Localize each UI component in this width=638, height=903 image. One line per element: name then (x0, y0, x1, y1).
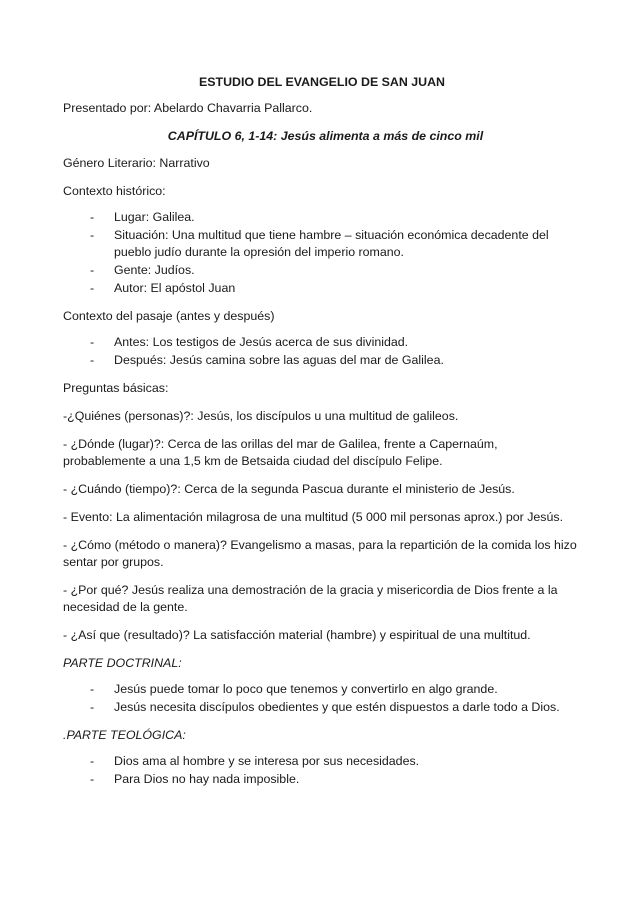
presenter-line: Presentado por: Abelardo Chavarria Pallarco. (63, 101, 313, 115)
dash-bullet: - (90, 700, 95, 714)
question-why: - ¿Por qué? Jesús realiza una demostración de la gracia y misericordia de Dios frente a la necesidad de la gente. (63, 583, 558, 614)
genre-line: Género Literario: Narrativo (63, 156, 210, 170)
list-item (90, 280, 578, 297)
passage-context-heading: Contexto del pasaje (antes y después) (63, 309, 275, 323)
basic-questions-heading: Preguntas básicas: (63, 381, 169, 395)
list-item (90, 681, 578, 698)
list-item (90, 334, 578, 351)
question-where: - ¿Dónde (lugar)?: Cerca de las orillas del mar de Galilea, frente a Capernaúm, probablemente a una 1,5 km de Betsaida ciudad del discípulo Felipe. (63, 437, 498, 468)
question-event: - Evento: La alimentación milagrosa de una multitud (5 000 mil personas aprox.) por Jesús. (63, 510, 564, 524)
list-item (90, 352, 578, 369)
list-item-text: Dios ama al hombre y se interesa por sus necesidades. (114, 754, 420, 768)
question-how: - ¿Cómo (método o manera)? Evangelismo a masas, para la repartición de la comida los hizo sentar por grupos. (63, 538, 577, 569)
dash-bullet: - (90, 754, 95, 768)
dash-bullet: - (90, 772, 95, 786)
document-title: ESTUDIO DEL EVANGELIO DE SAN JUAN (198, 75, 445, 89)
list-item-text: Gente: Judíos. (114, 263, 195, 277)
list-item (90, 699, 578, 716)
historical-context-heading: Contexto histórico: (63, 184, 166, 198)
list-item-text: Situación: Una multitud que tiene hambre – situación económica decadente del pueblo judío durante la opresión del imperio romano. (114, 228, 549, 259)
dash-bullet: - (90, 682, 95, 696)
list-item-text: Lugar: Galilea. (114, 210, 195, 224)
question-when: - ¿Cuándo (tiempo)?: Cerca de la segunda Pascua durante el ministerio de Jesús. (63, 482, 515, 496)
dash-bullet: - (90, 210, 95, 224)
dash-bullet: - (90, 353, 95, 367)
theological-heading: .PARTE TEOLÓGICA: (63, 728, 186, 742)
dash-bullet: - (90, 263, 95, 277)
list-item-text: Antes: Los testigos de Jesús acerca de sus divinidad. (114, 335, 409, 349)
list-item (90, 227, 578, 261)
theological-list (63, 753, 578, 788)
dash-bullet: - (90, 228, 95, 242)
question-who: -¿Quiénes (personas)?: Jesús, los discípulos u una multitud de galileos. (63, 409, 459, 423)
doctrinal-heading: PARTE DOCTRINAL: (63, 656, 182, 670)
list-item-text: Para Dios no hay nada imposible. (114, 772, 300, 786)
list-item (90, 262, 578, 279)
list-item-text: Jesús puede tomar lo poco que tenemos y convertirlo en algo grande. (114, 682, 498, 696)
list-item (90, 753, 578, 770)
dash-bullet: - (90, 335, 95, 349)
question-so-what: - ¿Así que (resultado)? La satisfacción material (hambre) y espiritual de una multitud. (63, 628, 531, 642)
doctrinal-list (63, 681, 578, 716)
historical-context-list (63, 209, 578, 297)
list-item (90, 771, 578, 788)
chapter-heading: CAPÍTULO 6, 1-14: Jesús alimenta a más de cinco mil (167, 129, 484, 143)
list-item-text: Jesús necesita discípulos obedientes y que estén dispuestos a darle todo a Dios. (114, 700, 560, 714)
dash-bullet: - (90, 281, 95, 295)
list-item-text: Autor: El apóstol Juan (114, 281, 236, 295)
list-item (90, 209, 578, 226)
list-item-text: Después: Jesús camina sobre las aguas del mar de Galilea. (114, 353, 444, 367)
passage-context-list (63, 334, 578, 369)
